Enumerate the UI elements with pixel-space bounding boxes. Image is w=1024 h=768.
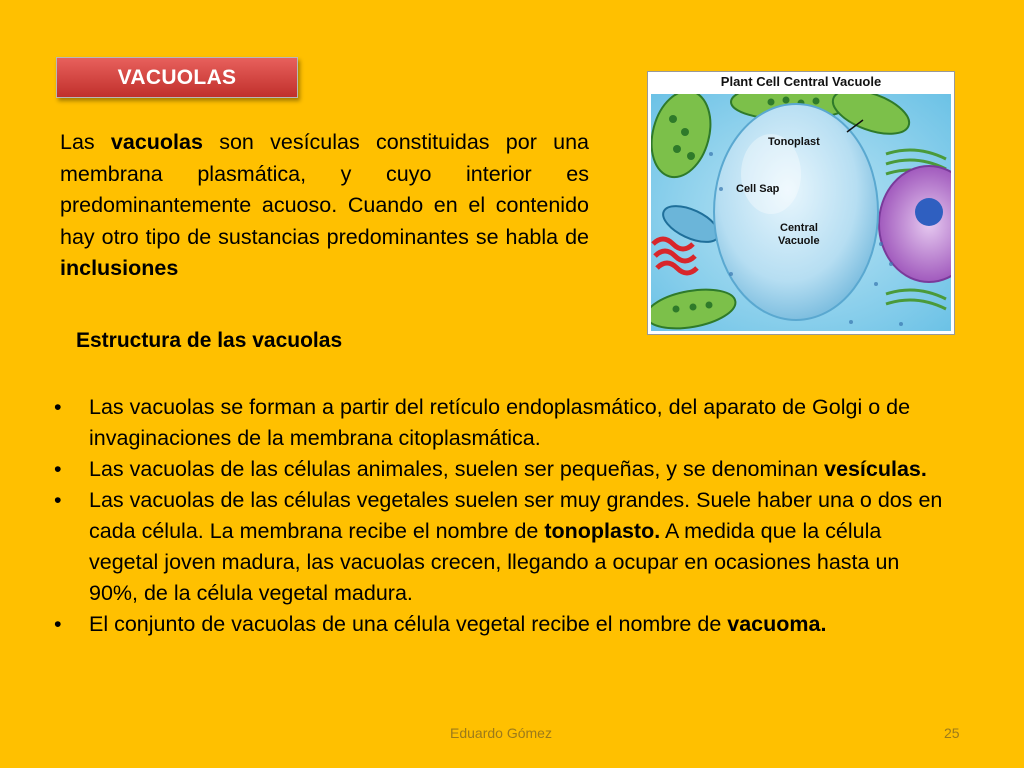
label-cell-sap: Cell Sap: [736, 183, 780, 195]
plant-cell-illustration: [651, 94, 951, 331]
page-number: 25: [944, 725, 960, 741]
section-heading: Estructura de las vacuolas: [76, 329, 343, 352]
list-item: [54, 392, 954, 454]
label-tonoplast: Tonoplast: [768, 136, 820, 148]
bullet-glyph: •: [54, 395, 62, 419]
list-item: [54, 485, 954, 609]
bullet-text: Las vacuolas de las células vegetales suelen ser muy grandes. Suele haber una o dos en cada célula. La membrana recibe el nombre de: [89, 488, 943, 543]
bullet-glyph: •: [54, 612, 62, 636]
bullet-glyph: •: [54, 457, 62, 481]
nucleolus: [915, 198, 943, 226]
bullet-text: Las vacuolas de las células animales, suelen ser pequeñas, y se denominan: [89, 457, 825, 481]
intro-paragraph: [60, 127, 589, 285]
intro-prefix: Las: [60, 130, 111, 154]
intro-middle: son vesículas constituidas por una membrana plasmática, y cuyo interior es predominantemente acuoso. Cuando en el contenido hay otro tipo de sustancias predominantes se habla de: [60, 130, 589, 249]
label-vacuole: Vacuole: [778, 235, 820, 247]
list-item: [54, 454, 954, 485]
list-item: [54, 609, 954, 640]
bullet-list: [54, 392, 954, 640]
bullet-text: El conjunto de vacuolas de una célula vegetal recibe el nombre de: [89, 612, 728, 636]
bullet-bold-term: tonoplasto.: [544, 519, 661, 543]
bullet-text-after: A medida que la célula vegetal joven madura, las vacuolas crecen, llegando a ocupar en ocasiones hasta un 90%, de la célula vegetal madura.: [89, 519, 900, 605]
intro-term-inclusiones: inclusiones: [60, 256, 179, 280]
plant-cell-figure: [647, 71, 955, 335]
bullet-text: Las vacuolas se forman a partir del retículo endoplasmático, del aparato de Golgi o de invaginaciones de la membrana citoplasmática.: [89, 395, 911, 450]
bullet-bold-term: vesículas.: [824, 457, 927, 481]
bullet-glyph: •: [54, 488, 62, 512]
title-badge: VACUOLAS: [56, 57, 298, 98]
intro-term-vacuolas: vacuolas: [110, 130, 203, 154]
bullet-bold-term: vacuoma.: [727, 612, 827, 636]
figure-title: Plant Cell Central Vacuole: [720, 74, 882, 89]
label-central: Central: [780, 222, 818, 234]
footer-author: Eduardo Gómez: [450, 725, 552, 741]
